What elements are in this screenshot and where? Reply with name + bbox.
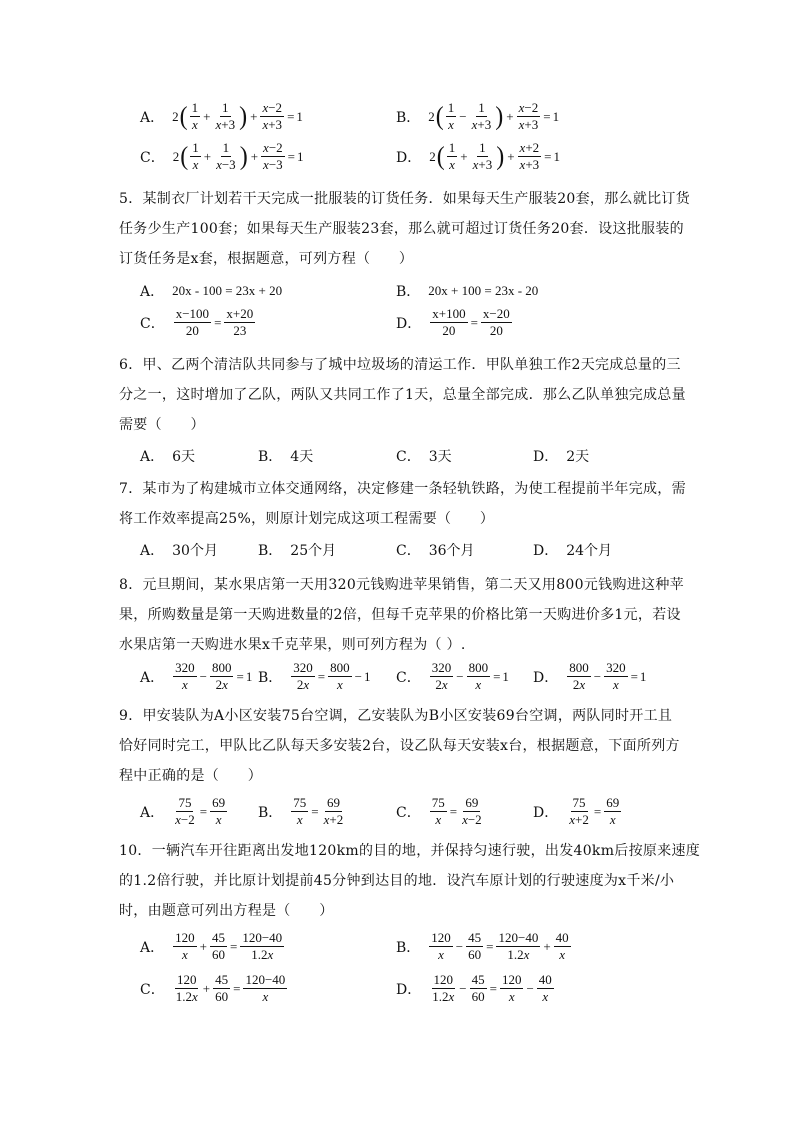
q9-option-d <box>533 795 622 828</box>
q8-stem-line-1: 8．元旦期间，某水果店第一天用320元钱购进苹果销售，第二天又用800元钱购进这种苹 <box>119 577 684 593</box>
equation: 2 ( $\frac{1}{x}$ − $\frac{1}{x+3}$ ) + $\frac{x-2}{x+3}$ = 1 <box>428 100 560 132</box>
option-label: B． <box>258 804 283 821</box>
option-label: D． <box>396 981 422 998</box>
q8-stem-line-2: 果，所购数量是第一天购进数量的2倍，但每千克苹果的价格比第一天购进价多1元，若设 <box>119 607 681 623</box>
q5-option-a <box>140 281 282 301</box>
q9-stem-line-3: 程中正确的是（ ） <box>119 768 262 784</box>
equation: $\frac{75}{x-2}$ = $\frac{69}{x}$ <box>175 795 226 827</box>
equation: $\frac{320}{2x}$ = $\frac{800}{x}$ − 1 <box>293 660 371 692</box>
q8-option-d <box>533 660 646 693</box>
option-text: 2天 <box>566 449 590 465</box>
q10-stem-line-2: 的1.2倍行驶，并比原计划提前45分钟到达目的地．设汽车原计划的行驶速度为x千米/小 <box>119 873 675 889</box>
q9-option-b <box>258 795 346 828</box>
option-label: C． <box>396 543 421 559</box>
option-label: A． <box>140 543 165 559</box>
equation: $\frac{320}{x}$ − $\frac{800}{2x}$ = 1 <box>175 660 253 692</box>
q4-option-d <box>396 140 560 173</box>
equation: $\frac{800}{2x}$ − $\frac{320}{x}$ = 1 <box>569 660 647 692</box>
equation: $\frac{75}{x+2}$ = $\frac{69}{x}$ <box>569 795 620 827</box>
q6-stem-line-3: 需要（ ） <box>119 417 205 433</box>
q10-option-c <box>140 972 288 1005</box>
q7-option-b <box>258 540 336 560</box>
q7-option-a <box>140 540 218 560</box>
option-text: 30个月 <box>172 543 218 559</box>
q7-option-d <box>533 540 612 560</box>
q5-option-b <box>396 281 538 301</box>
q9-option-c <box>396 795 485 828</box>
q9-stem-line-2: 恰好同时完工，甲队比乙队每天多安装2台，设乙队每天安装x台，根据题意，下面所列方 <box>119 738 680 754</box>
q5-option-d <box>396 306 513 339</box>
option-label: B． <box>258 669 283 686</box>
equation: $\frac{120}{x}$ + $\frac{45}{60}$ = $\frac{120-40}{1.2x}$ <box>175 930 283 962</box>
equation: 20x - 100 = 23x + 20 <box>172 283 283 298</box>
equation: $\frac{75}{x}$ = $\frac{69}{x+2}$ <box>293 795 344 827</box>
option-label: D． <box>396 315 422 332</box>
q8-option-a <box>140 660 252 693</box>
option-label: D． <box>533 449 559 465</box>
q10-option-a <box>140 930 285 963</box>
equation: $\frac{120}{1.2x}$ − $\frac{45}{60}$ = $\frac{120}{x}$ − $\frac{40}{x}$ <box>432 972 552 1004</box>
option-label: A． <box>140 284 165 300</box>
option-label: B． <box>396 939 421 956</box>
option-label: D． <box>533 804 559 821</box>
q4-option-b <box>396 100 559 133</box>
q4-option-c <box>140 140 304 173</box>
option-label: B． <box>258 449 283 465</box>
q6-option-b <box>258 446 313 466</box>
option-text: 24个月 <box>566 543 613 559</box>
option-text: 6天 <box>172 449 196 465</box>
q6-stem-line-1: 6．甲、乙两个清洁队共同参与了城中垃圾场的清运工作．甲队单独工作2天完成总量的三 <box>119 357 681 373</box>
q7-stem-line-2: 将工作效率提高25%，则原计划完成这项工程需要（ ） <box>119 511 495 527</box>
equation: 2 ( $\frac{1}{x}$ + $\frac{1}{x+3}$ ) + $\frac{x-2}{x+3}$ = 1 <box>172 100 303 132</box>
option-text: 3天 <box>428 449 452 465</box>
q6-option-d <box>533 446 589 466</box>
q4-option-a <box>140 100 303 133</box>
option-label: A． <box>140 109 165 126</box>
equation: $\frac{x+100}{20}$ = $\frac{x-20}{20}$ <box>432 306 510 338</box>
option-label: C． <box>140 981 165 998</box>
option-label: C． <box>396 669 421 686</box>
q10-option-b <box>396 930 572 963</box>
q5-stem-line-3: 订货任务是x套，根据题意，可列方程（ ） <box>119 251 414 267</box>
option-label: A． <box>140 449 165 465</box>
q10-stem-line-3: 时，由题意可列出方程是（ ） <box>119 903 334 919</box>
q9-option-a <box>140 795 228 828</box>
equation: 2 ( $\frac{1}{x}$ + $\frac{1}{x-3}$ ) + $\frac{x-2}{x-3}$ = 1 <box>172 140 304 172</box>
equation: 20x + 100 = 23x - 20 <box>428 283 539 298</box>
option-label: C． <box>396 804 421 821</box>
option-label: A． <box>140 804 165 821</box>
q6-option-c <box>396 446 452 466</box>
equation: $\frac{120}{x}$ − $\frac{45}{60}$ = $\frac{120-40}{1.2x}$ + $\frac{40}{x}$ <box>431 930 569 962</box>
option-text: 25个月 <box>290 543 337 559</box>
option-label: C． <box>140 315 165 332</box>
option-label: A． <box>140 939 165 956</box>
equation: $\frac{120}{1.2x}$ + $\frac{45}{60}$ = $\frac{120-40}{x}$ <box>175 972 286 1004</box>
q6-stem-line-2: 分之一，这时增加了乙队，两队又共同工作了1天，总量全部完成．那么乙队单独完成总量 <box>119 387 686 403</box>
q9-stem-line-1: 9．甲安装队为A小区安装75台空调，乙安装队为B小区安装69台空调，两队同时开工且 <box>119 708 673 724</box>
option-label: B． <box>258 543 283 559</box>
option-label: C． <box>140 149 165 166</box>
equation: $\frac{320}{2x}$ − $\frac{800}{x}$ = 1 <box>431 660 509 692</box>
equation: $\frac{75}{x}$ = $\frac{69}{x-2}$ <box>431 795 482 827</box>
q10-option-d <box>396 972 555 1005</box>
equation: $\frac{x-100}{20}$ = $\frac{x+20}{23}$ <box>175 306 254 338</box>
q7-stem-line-1: 7．某市为了构建城市立体交通网络，决定修建一条轻轨铁路，为使工程提前半年完成，需 <box>119 481 686 497</box>
q6-option-a <box>140 446 195 466</box>
q7-option-c <box>396 540 475 560</box>
q5-option-c <box>140 306 256 339</box>
option-label: B． <box>396 284 421 300</box>
option-text: 36个月 <box>428 543 475 559</box>
option-label: C． <box>396 449 421 465</box>
q8-option-b <box>258 660 370 693</box>
q5-stem-line-1: 5．某制衣厂计划若干天完成一批服装的订货任务．如果每天生产服装20套，那么就比订货 <box>119 191 691 207</box>
option-label: D． <box>396 149 422 166</box>
equation: 2 ( $\frac{1}{x}$ + $\frac{1}{x+3}$ ) + $\frac{x+2}{x+3}$ = 1 <box>429 140 561 172</box>
option-text: 4天 <box>290 449 314 465</box>
option-label: D． <box>533 543 559 559</box>
q8-option-c <box>396 660 509 693</box>
option-label: B． <box>396 109 421 126</box>
option-label: A． <box>140 669 165 686</box>
q10-stem-line-1: 10．一辆汽车开往距离出发地120km的目的地，并保持匀速行驶，出发40km后按原来速度 <box>119 843 701 859</box>
option-label: D． <box>533 669 559 686</box>
q8-stem-line-3: 水果店第一天购进水果x千克苹果，则可列方程为（ ）. <box>119 637 466 653</box>
q5-stem-line-2: 任务少生产100套；如果每天生产服装23套，那么就可超过订货任务20套．设这批服装的 <box>119 221 684 237</box>
